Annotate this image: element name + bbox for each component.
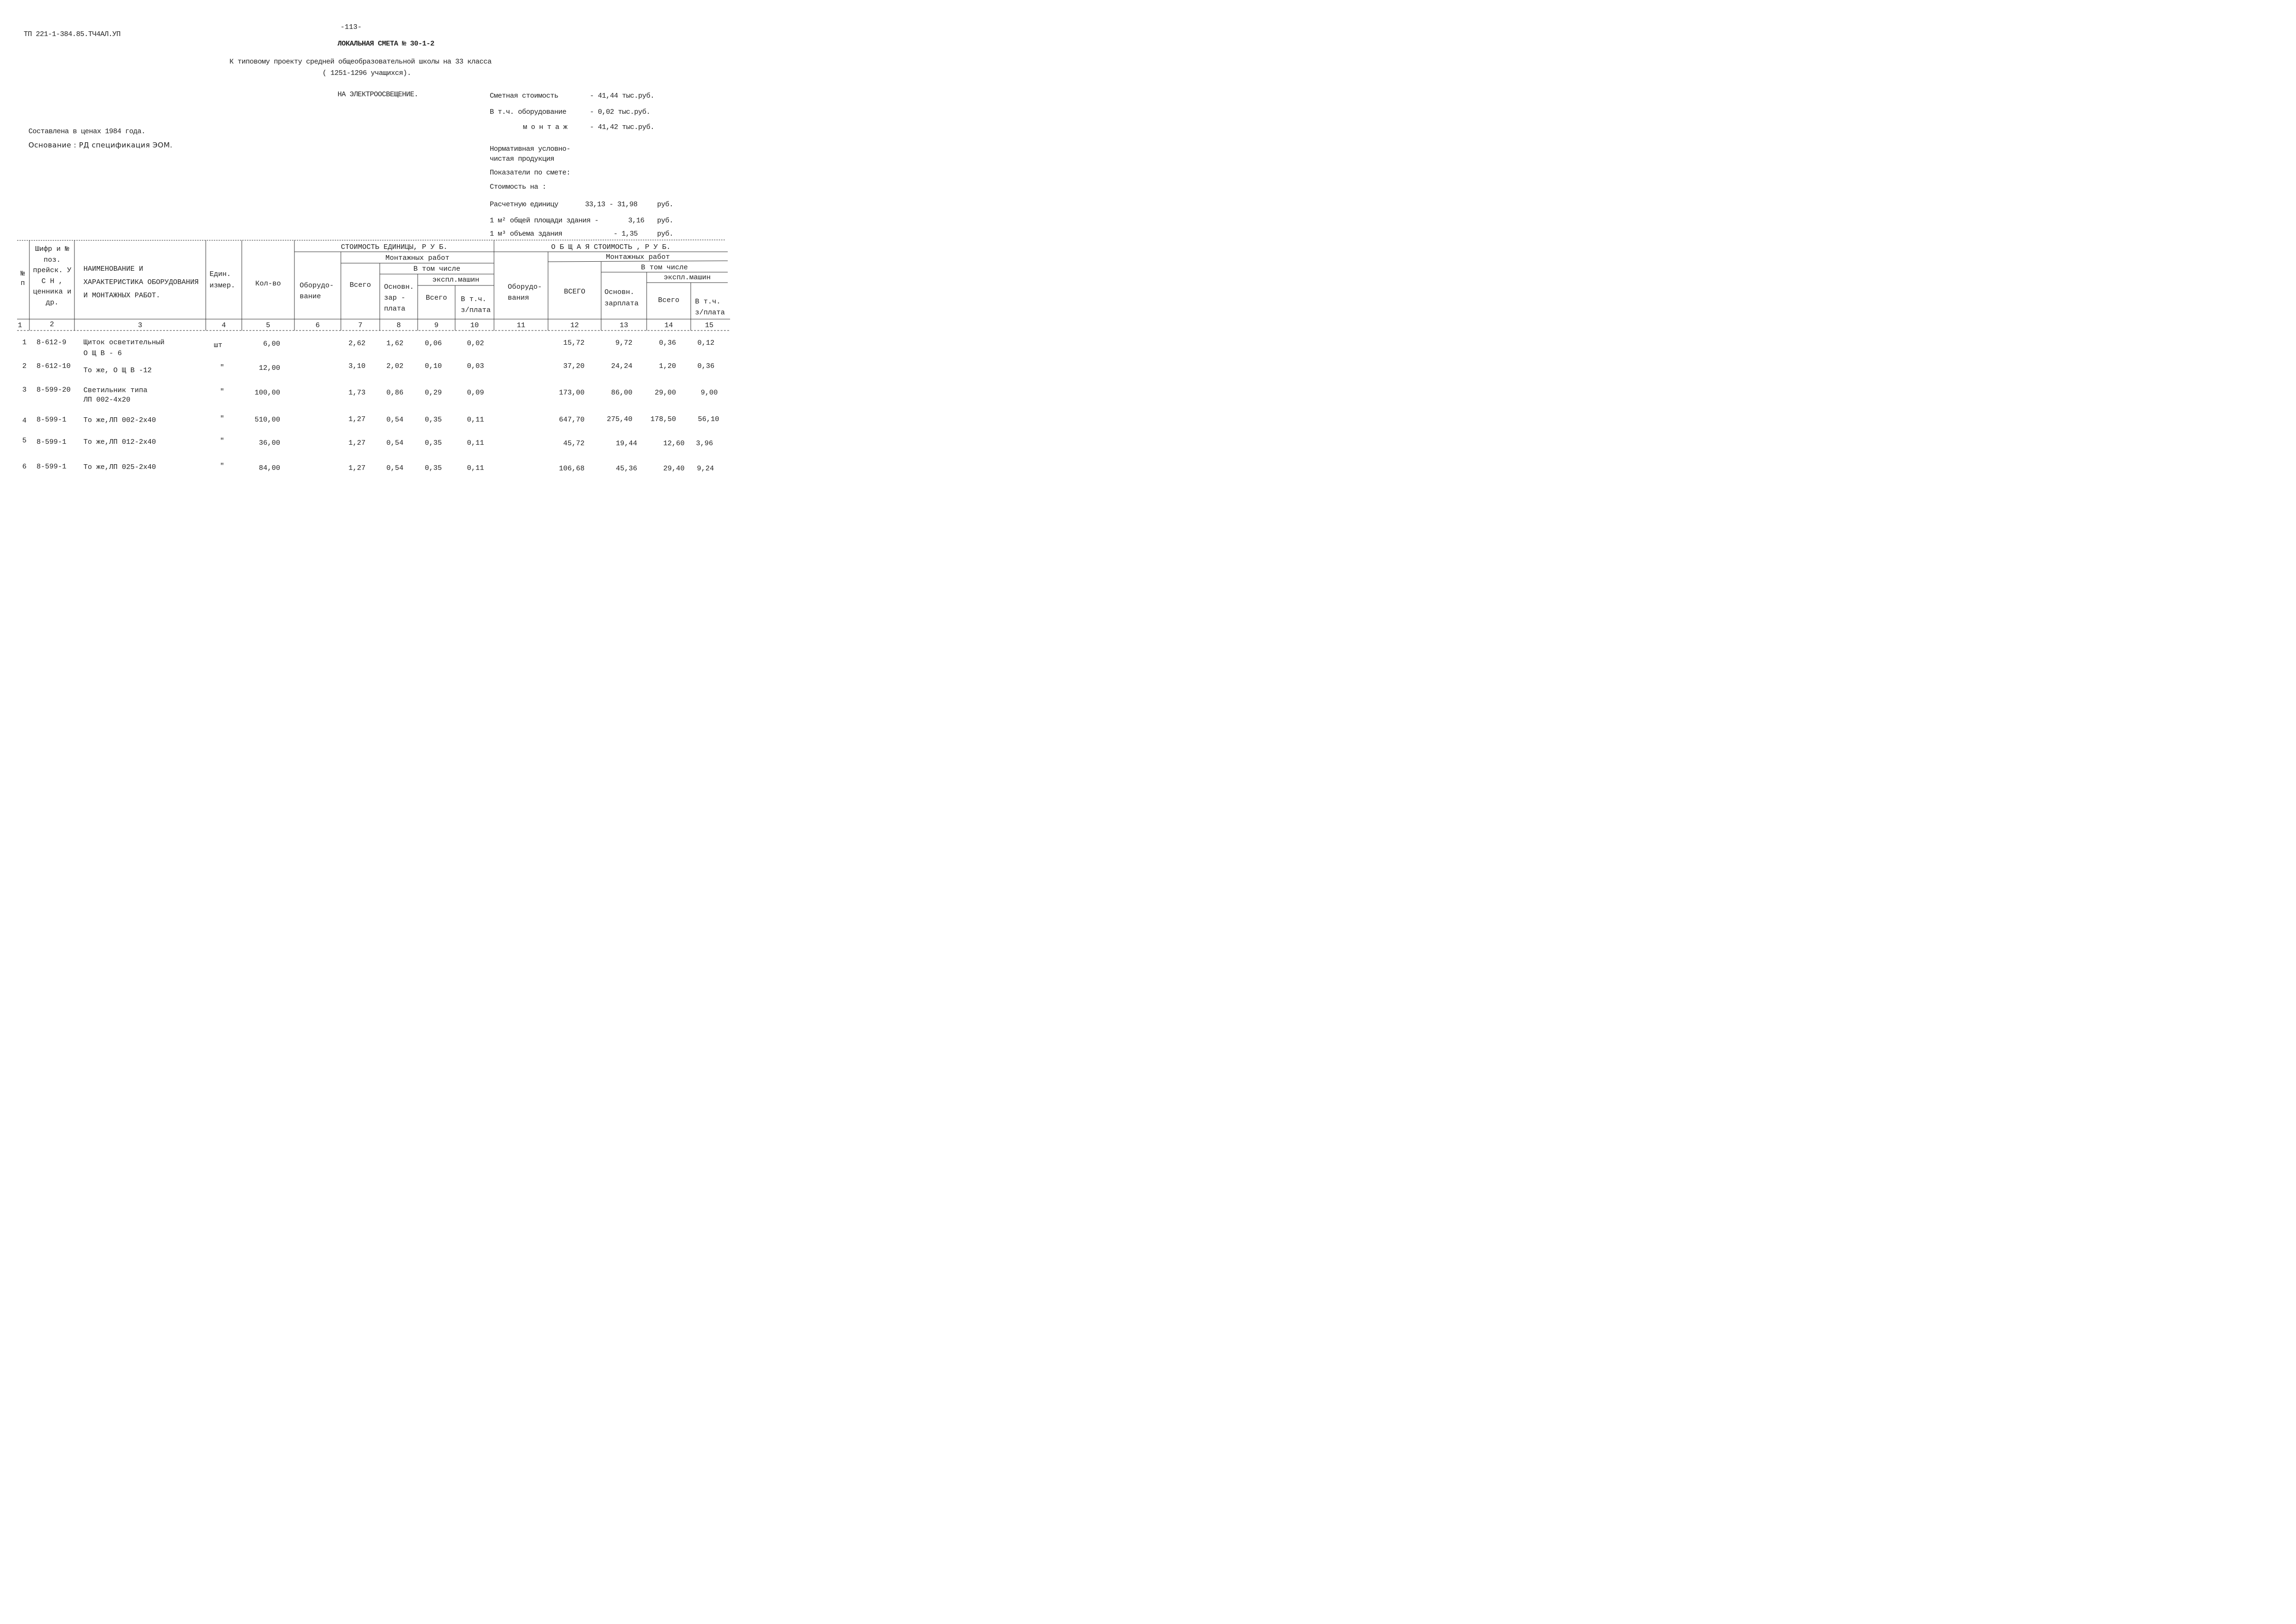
header-no: № п (20, 270, 25, 287)
header-total-caps: ВСЕГО (564, 288, 585, 296)
row-machines-wage: 0,02 (467, 339, 484, 348)
row-mount-total: 1,27 (348, 464, 366, 472)
row-qty: 510,00 (254, 416, 280, 424)
header-incl-wage-2: В т.ч. з/плата (695, 298, 725, 317)
row-name-cont: ЛП 002-4х20 (83, 396, 131, 404)
row-total: 15,72 (563, 339, 585, 347)
header-mount-group-2: Монтажных работ (605, 253, 670, 261)
row-name: То же,ЛП 012-2х40 (83, 438, 156, 446)
row-total-machines: 1,20 (659, 362, 676, 370)
row-base-wage: 0,54 (386, 464, 403, 472)
col-number: 8 (396, 321, 401, 330)
row-mount-total: 1,27 (348, 439, 366, 447)
header-total-cost-group: О Б Щ А Я СТОИМОСТЬ , Р У Б. (551, 243, 671, 251)
header-machines: экспл.машин (432, 276, 480, 284)
header-base-wage-unit: Основн. зар - плата (384, 283, 414, 313)
volume-cost-value: - 1,35 (613, 230, 638, 238)
row-total-machines-wage: 3,96 (695, 440, 713, 448)
row-machines-wage: 0,11 (467, 416, 484, 424)
header-incl-2: В том числе (640, 264, 688, 272)
header-code: Шифр и № поз. прейск. У С Н , ценника и др. (33, 245, 72, 307)
col-number: 5 (265, 321, 270, 330)
volume-cost-label: 1 м³ объема здания (490, 230, 563, 238)
row-total-machines-wage: 9,24 (696, 465, 714, 473)
row-total: 106,68 (558, 465, 585, 473)
row-total-machines-wage: 0,36 (697, 362, 714, 370)
row-total-wage: 24,24 (611, 362, 632, 370)
row-unit: шт (214, 341, 223, 349)
row-total: 37,20 (563, 362, 585, 370)
row-total: 173,00 (558, 389, 585, 397)
document-code: ТП 221-1-384.85.ТЧ4АЛ.УП (24, 30, 121, 38)
total-cost-value: - 41,44 тыс.руб. (590, 92, 655, 100)
row-total-wage: 275,40 (606, 415, 632, 423)
row-total-wage: 86,00 (611, 389, 632, 397)
row-machines-wage: 0,11 (467, 464, 484, 472)
row-unit: " (220, 462, 225, 470)
row-total-machines: 12,60 (663, 440, 685, 448)
header-equipment-total: Оборудо-вания (508, 283, 542, 302)
header-machines-2: экспл.машин (663, 274, 711, 282)
col-number: 13 (619, 321, 628, 330)
indicators-heading: Показатели по смете: (490, 169, 571, 177)
row-code: 8-599-1 (37, 463, 67, 471)
row-total-machines: 29,00 (654, 389, 676, 397)
row-qty: 36,00 (258, 439, 280, 447)
prices-note: Составлена в ценах 1984 года. (28, 128, 146, 136)
row-machines-wage: 0,11 (467, 439, 484, 447)
row-base-wage: 0,54 (386, 416, 403, 424)
header-name: НАИМЕНОВАНИЕ И ХАРАКТЕРИСТИКА ОБОРУДОВАНИЯ И МОНТАЖНЫХ РАБОТ. (83, 265, 199, 300)
unit-cost-value: 33,13 - 31,98 (585, 201, 638, 209)
header-equipment-unit: Оборудо-вание (300, 282, 334, 301)
row-base-wage: 1,62 (386, 339, 403, 348)
row-code: 8-599-20 (37, 386, 71, 394)
basis-note: Основание : РД спецификация ЭОМ. (28, 141, 173, 149)
row-machines: 0,35 (424, 439, 442, 447)
col-number: 2 (49, 321, 54, 329)
row-total-machines-wage: 56,10 (697, 415, 719, 423)
col-number: 10 (470, 321, 479, 330)
col-number: 6 (315, 321, 320, 330)
row-name: Щиток осветительный (83, 339, 165, 347)
estimate-section: НА ЭЛЕКТРООСВЕЩЕНИЕ. (338, 91, 419, 99)
row-machines: 0,06 (424, 339, 442, 348)
row-number: 2 (22, 362, 27, 370)
row-unit: " (220, 437, 225, 445)
row-total: 647,70 (558, 416, 585, 424)
row-machines-wage: 0,09 (467, 389, 484, 397)
row-name: То же,ЛП 002-2х40 (83, 416, 156, 424)
row-total-wage: 45,36 (615, 465, 637, 473)
col-number: 11 (516, 321, 525, 330)
row-total-machines: 178,50 (650, 415, 676, 423)
header-unit-cost-group: СТОИМОСТЬ ЕДИНИЦЫ, Р У Б. (340, 243, 448, 251)
header-mount-group: Монтажных работ (385, 254, 450, 262)
row-base-wage: 0,86 (386, 389, 403, 397)
row-code: 8-612-10 (37, 362, 71, 370)
install-cost-value: - 41,42 тыс.руб. (590, 123, 655, 131)
header-qty: Кол-во (255, 280, 281, 288)
norm-product-line2: чистая продукция (490, 155, 555, 163)
row-machines: 0,10 (424, 362, 442, 370)
row-code: 8-599-1 (37, 438, 67, 446)
row-unit: " (220, 415, 225, 423)
estimate-title: ЛОКАЛЬНАЯ СМЕТА № 30-1-2 (338, 40, 435, 48)
col-number: 1 (18, 321, 22, 330)
row-number: 6 (22, 463, 27, 471)
header-incl-wage: В т.ч. з/плата (461, 295, 491, 314)
row-qty: 6,00 (263, 340, 280, 348)
area-cost-label: 1 м² общей площади здания - (490, 217, 599, 225)
row-name: То же, О Щ В -12 (83, 367, 152, 375)
header-unit: Един. измер. (210, 270, 236, 290)
row-base-wage: 0,54 (386, 439, 403, 447)
page-number: -113- (340, 23, 362, 31)
row-qty: 100,00 (254, 389, 280, 397)
col-number: 7 (358, 321, 363, 330)
row-mount-total: 1,27 (348, 415, 366, 423)
header-mount-total: Всего (349, 281, 371, 289)
row-machines-wage: 0,03 (467, 362, 484, 370)
unit-cost-label: Расчетную единицу (490, 201, 558, 209)
row-mount-total: 1,73 (348, 389, 366, 397)
total-cost-label: Сметная стоимость (490, 92, 558, 100)
row-unit: " (220, 364, 225, 372)
row-code: 8-612-9 (37, 339, 67, 347)
unit-cost-unit: руб. (657, 201, 674, 209)
volume-cost-unit: руб. (657, 230, 674, 238)
area-cost-value: 3,16 (628, 217, 645, 225)
col-number: 3 (137, 321, 142, 330)
row-name: То же,ЛП 025-2х40 (83, 463, 156, 471)
col-number: 14 (664, 321, 673, 330)
equipment-cost-label: В т.ч. оборудование (490, 108, 567, 116)
norm-product-line1: Нормативная условно- (490, 145, 571, 153)
row-number: 3 (22, 386, 27, 394)
row-total-machines: 0,36 (659, 339, 676, 347)
row-unit: " (220, 388, 225, 396)
row-total-machines-wage: 0,12 (697, 339, 714, 347)
row-total-machines-wage: 9,00 (700, 389, 718, 397)
cost-per-heading: Стоимость на : (490, 183, 547, 191)
row-qty: 84,00 (258, 464, 280, 472)
col-number: 15 (704, 321, 713, 330)
row-mount-total: 2,62 (348, 339, 366, 348)
row-machines: 0,35 (424, 464, 442, 472)
col-number: 4 (221, 321, 226, 330)
row-total: 45,72 (563, 440, 585, 448)
row-name: Светильник типа (83, 386, 148, 395)
equipment-cost-value: - 0,02 тыс.руб. (590, 108, 650, 116)
row-number: 5 (22, 437, 27, 445)
row-machines: 0,29 (424, 389, 442, 397)
col-number: 9 (434, 321, 439, 330)
col-number: 12 (570, 321, 579, 330)
install-cost-label: м о н т а ж (523, 123, 567, 131)
row-number: 4 (22, 417, 27, 425)
row-total-machines: 29,40 (663, 465, 685, 473)
row-total-wage: 9,72 (615, 339, 632, 347)
row-name-cont: О Щ В - 6 (83, 349, 122, 358)
area-cost-unit: руб. (657, 217, 674, 225)
header-machines-total-2: Всего (658, 296, 679, 304)
estimate-subtitle-line2: ( 1251-1296 учащихся). (322, 69, 412, 77)
row-total-wage: 19,44 (615, 440, 637, 448)
header-base-wage-total: Основн. зарплата (604, 288, 639, 308)
row-qty: 12,00 (258, 364, 280, 372)
header-machines-total: Всего (425, 294, 447, 302)
header-incl: В том числе (413, 265, 461, 273)
row-machines: 0,35 (424, 416, 442, 424)
estimate-subtitle-line1: К типовому проекту средней общеобразовательной школы на 33 класса (229, 58, 492, 66)
row-code: 8-599-1 (37, 416, 67, 424)
row-number: 1 (22, 339, 27, 347)
row-base-wage: 2,02 (386, 362, 403, 370)
row-mount-total: 3,10 (348, 362, 366, 370)
